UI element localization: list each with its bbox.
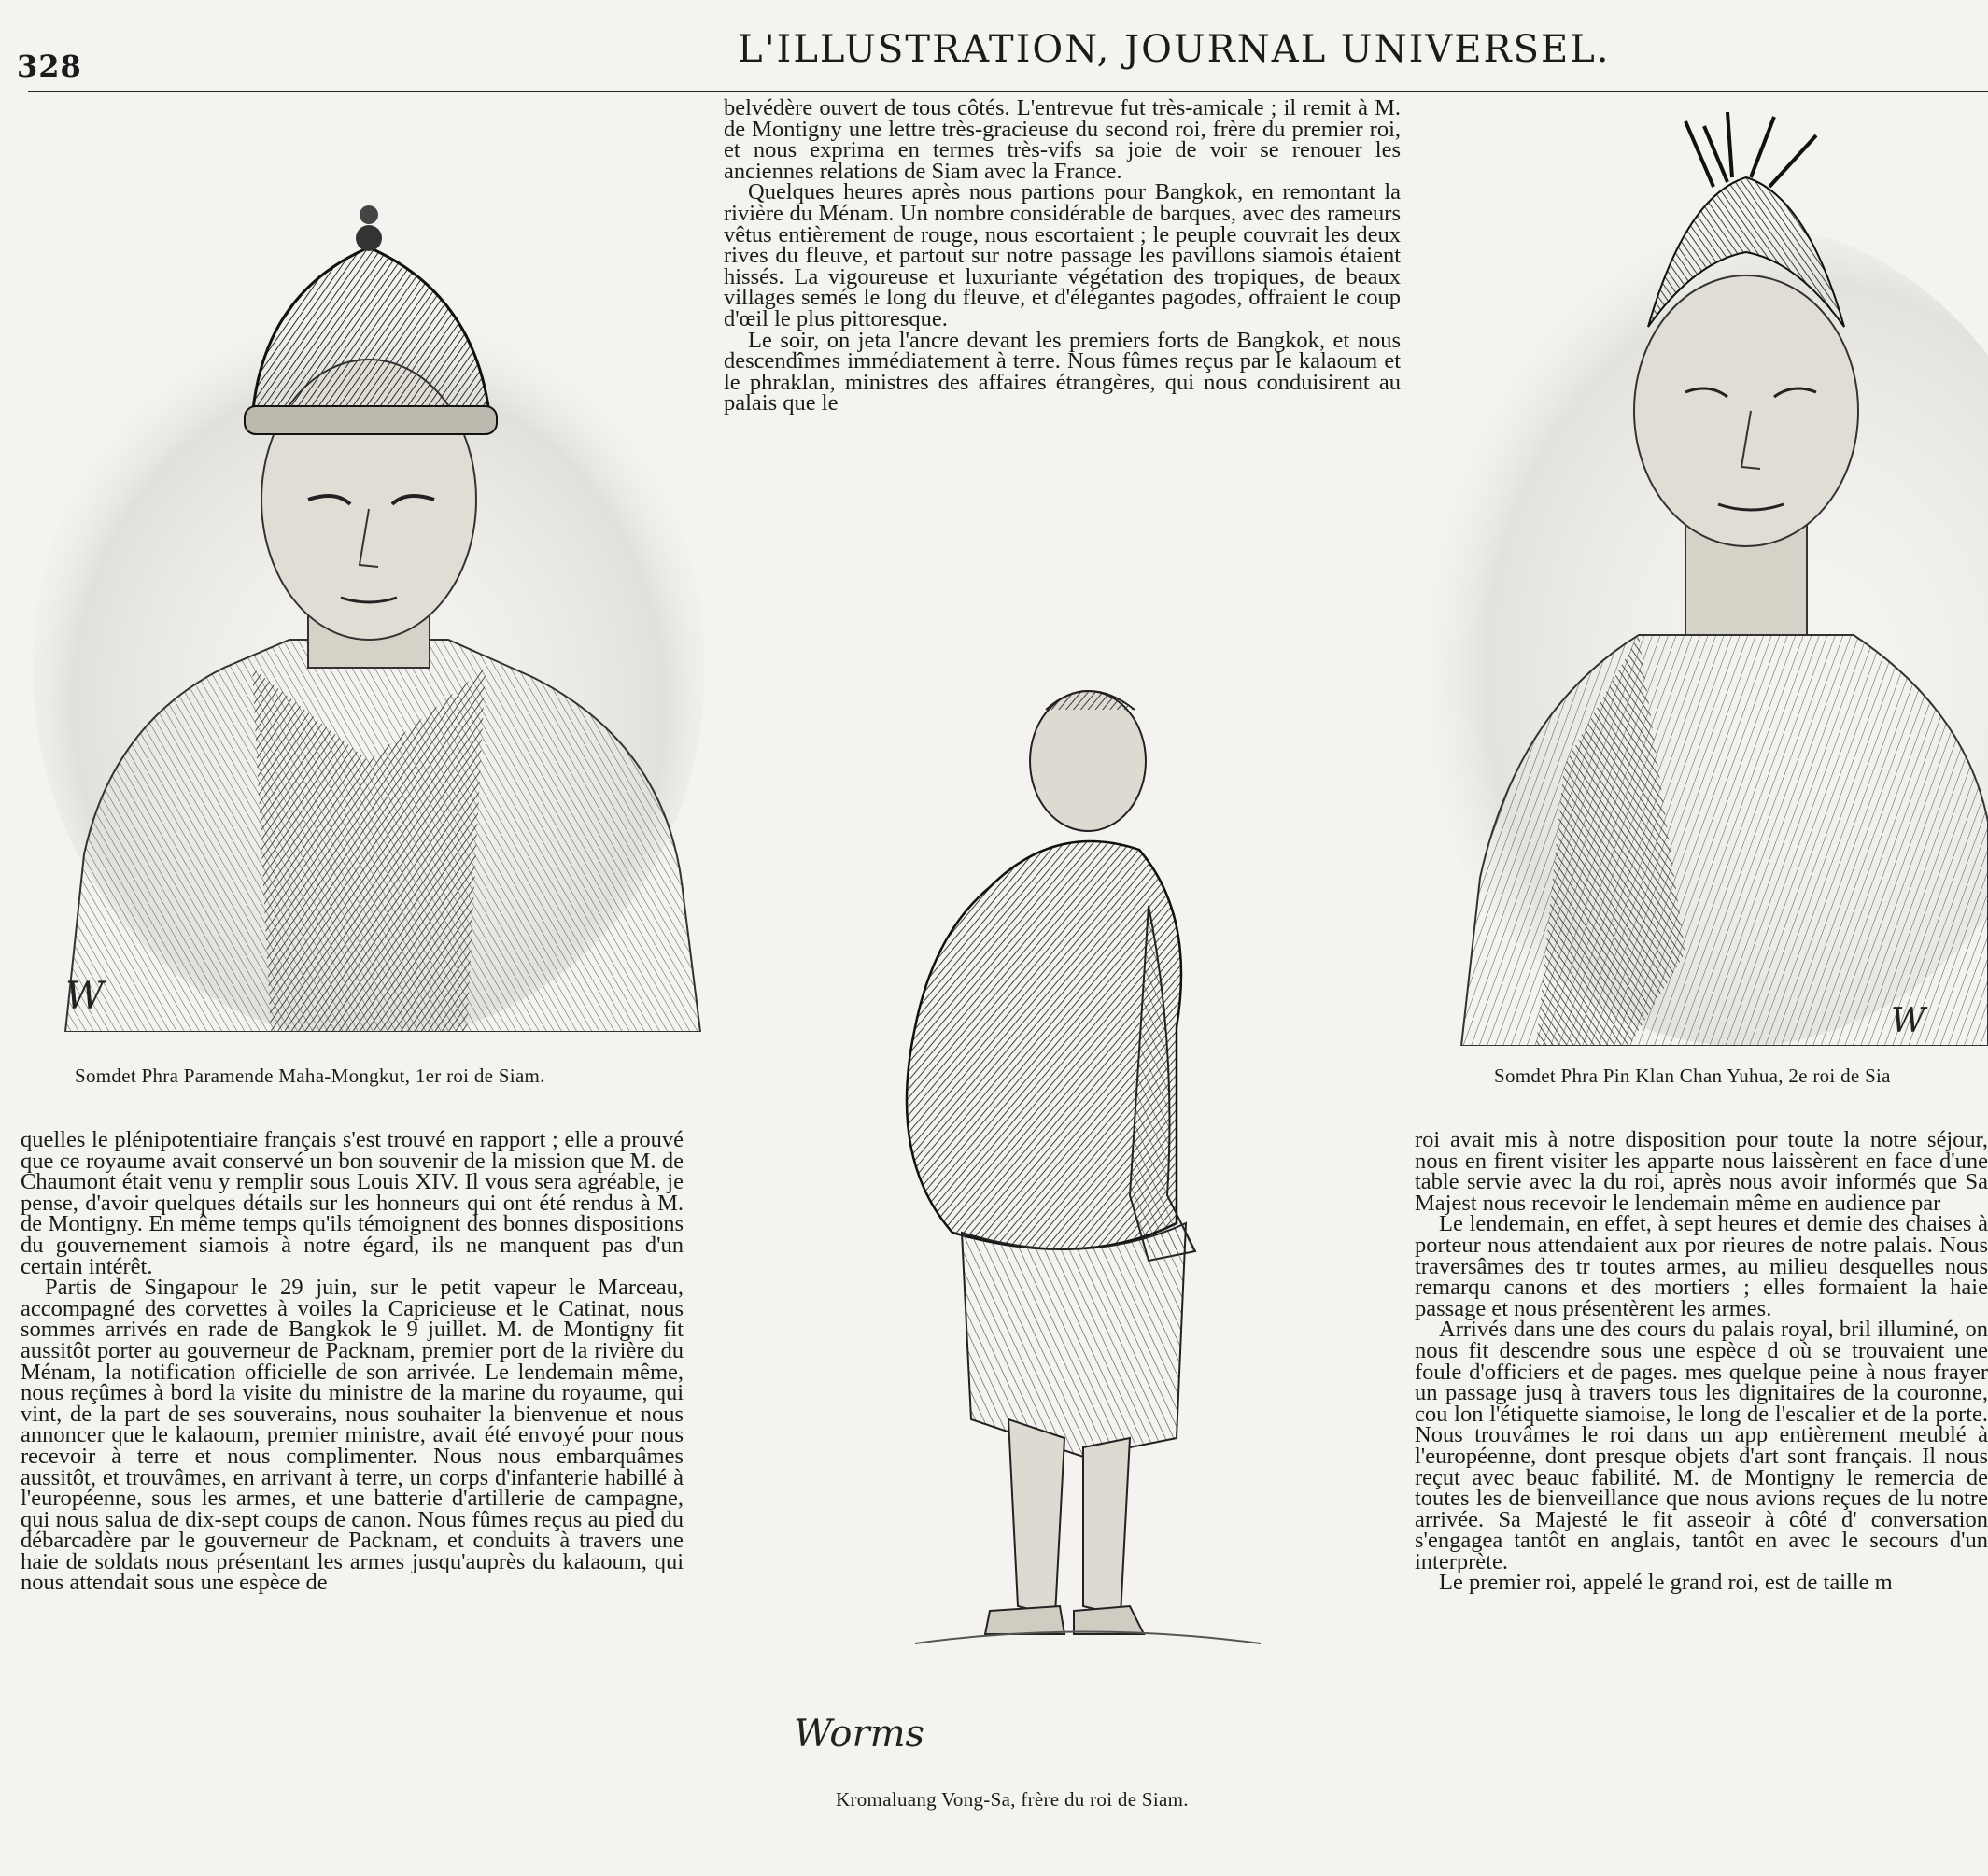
paragraph: roi avait mis à notre disposition pour toute la notre séjour, nous en firent visiter les apparte nous laissèrent en face d'une table servie avec la du roi, après nous avoir informés que Sa Majest nous recevoir le lendemain même en audience par xyxy=(1415,1130,1988,1216)
page-number: 328 xyxy=(17,49,82,84)
paragraph: quelles le plénipotentiaire français s'est trouvé en rapport ; elle a prouvé que ce royaume avait conservé un bon souvenir de la mission que M. de Chaumont était venu y remplir sous Louis XIV. Il vous sera agréable, je pense, d'avoir quelques détails sur les honneurs qui ont été rendus à M. de Montigny. En même temps qu'ils témoignent des bonnes dispositions du gouvernement siamois à notre égard, ils ne manquent pas d'un certain intérêt. xyxy=(21,1130,684,1279)
article-text-right-column xyxy=(1415,1130,1988,1863)
paragraph: Le soir, on jeta l'ancre devant les premiers forts de Bangkok, et nous descendîmes immédiatement à terre. Nous fûmes reçus par le kalaoum et le phraklan, ministres des affaires étrangères, qui nous conduisirent au palais que le xyxy=(724,327,1401,416)
caption-brother-of-king: Kromaluang Vong-Sa, frère du roi de Siam. xyxy=(836,1788,1189,1811)
paragraph: Le lendemain, en effet, à sept heures et demie des chaises à porteur nous attendaient aux por rieures de notre palais. Nous traversâmes des tr toutes armes, au milieu desquelles nous remarqu canons et des mortiers ; elles formaient la haie passage et nous présentèrent les armes. xyxy=(1415,1211,1988,1321)
signature-right: W xyxy=(1891,1002,1926,1040)
paragraph: Partis de Singapour le 29 juin, sur le petit vapeur le Marceau, accompagné des corvettes à voiles la Capricieuse et le Catinat, nous sommes arrivés en rade de Bangkok le 9 juillet. M. de Montigny fit aussitôt porter au gouverneur de Packnam, premier port de la rivière du Ménam, la notification officielle de son arrivée. Le lendemain même, nous reçûmes à bord la visite du ministre de la marine du royaume, qui vint, de la part de ses souverains, nous souhaiter la bienvenue et nous annoncer que le kalaoum, premier ministre, avait été envoyé pour nous recevoir à terre et nous complimenter. Nous nous embarquâmes aussitôt, et trouvâmes, en arrivant à terre, un corps d'infanterie habillé à l'européenne, sous les armes, et une batterie d'artillerie de campagne, qui nous salua de dix-sept coups de canon. Nous fûmes reçus au pied du débarcadère par le gouverneur de Packnam, et conduits à travers une haie de soldats nous présentant les armes jusqu'auprès du kalaoum, qui nous attendait sous une espèce de xyxy=(21,1275,684,1596)
signature-middle: Worms xyxy=(794,1713,925,1756)
article-text-top-middle xyxy=(724,98,1401,584)
article-text-left-column xyxy=(21,1130,684,1863)
signature-left: W xyxy=(65,975,105,1018)
paragraph: belvédère ouvert de tous côtés. L'entrevue fut très-amicale ; il remit à M. de Montigny une lettre très-gracieuse du second roi, frère du premier roi, et nous exprima en termes très-vifs sa joie de voir se renouer les anciennes relations de Siam avec la France. xyxy=(724,98,1401,184)
paragraph: Arrivés dans une des cours du palais royal, bril illuminé, on nous fit descendre sous une espèce d où se trouvaient une foule d'officiers et de pages. mes quelque peine à nous frayer un passage jusq à travers tous les dignitaires de la couronne, cou lon l'étiquette siamoise, le long de l'escalier et de la porte. Nous trouvâmes le roi dans un app entièrement meublé à l'européenne, dont presque objets d'art sont français. Il nous reçut avec beauc fabilité. M. de Montigny le remercia de toutes les de bienveillance que nous avions reçues de lu notre arrivée. Sa Majesté le fit asseoir à côté d' conversation s'engagea tantôt en anglais, tantôt en avec le secours d'un interprète. xyxy=(1415,1317,1988,1574)
caption-first-king: Somdet Phra Paramende Maha-Mongkut, 1er roi de Siam. xyxy=(75,1065,545,1087)
paragraph: Le premier roi, appelé le grand roi, est de taille m xyxy=(1439,1570,1893,1596)
header-rule xyxy=(28,91,1988,92)
engraving-first-king xyxy=(28,107,710,1032)
paragraph: Quelques heures après nous partions pour Bangkok, en remontant la rivière du Ménam. Un nombre considérable de barques, avec des rameurs vêtus entièrement de rouge, nous escortaient ; le peuple couvrait les deux rives du fleuve, et partout sur notre passage les pavillons siamois étaient hissés. La vigoureuse et luxuriante végétation des tropiques, de beaux villages semés le long du fleuve, et d'élégantes pagodes, offraient le coup d'œil le plus pittoresque. xyxy=(724,179,1401,331)
engraving-second-king xyxy=(1405,112,1988,1046)
caption-second-king: Somdet Phra Pin Klan Chan Yuhua, 2e roi de Sia xyxy=(1494,1065,1891,1087)
engraving-brother-of-king xyxy=(775,672,1345,1765)
running-title: L'ILLUSTRATION, JOURNAL UNIVERSEL. xyxy=(738,28,1611,71)
